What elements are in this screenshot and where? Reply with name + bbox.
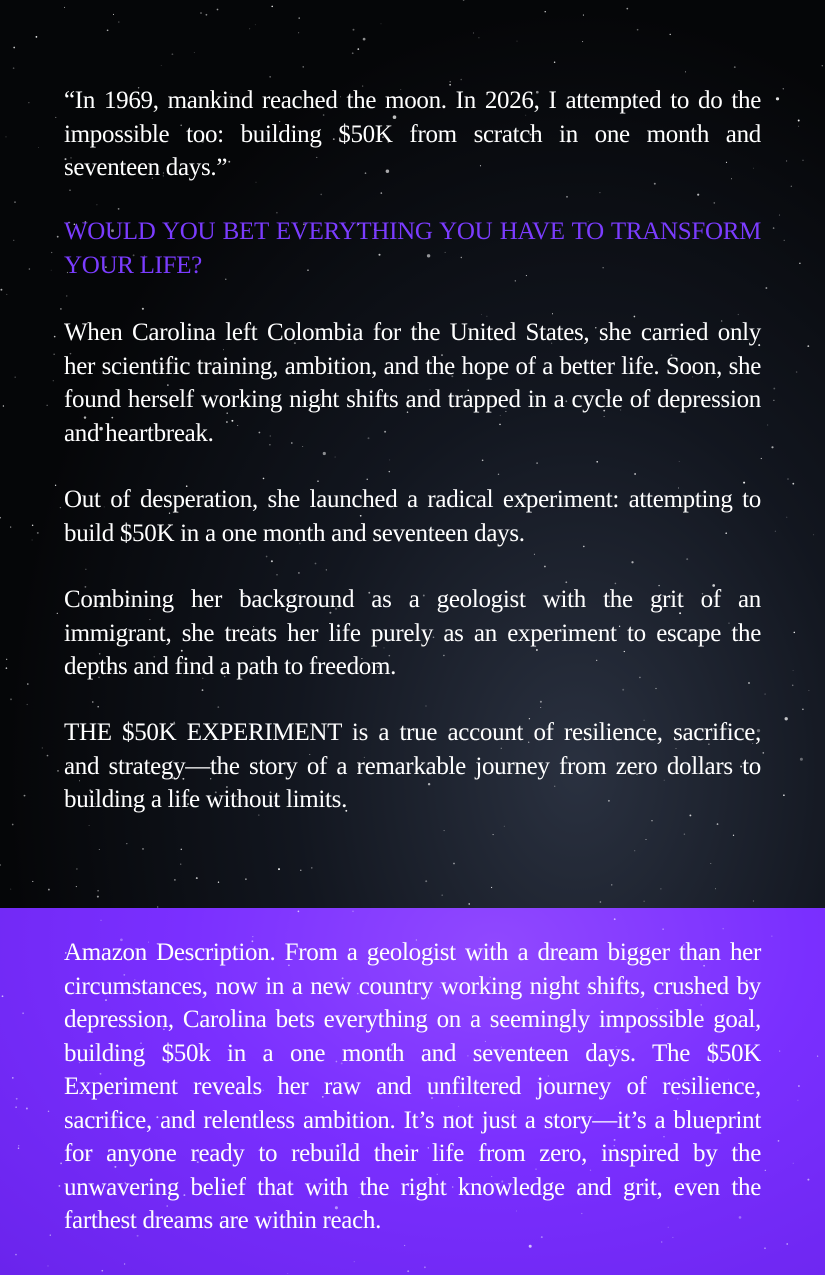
star xyxy=(425,880,427,882)
amazon-description-panel xyxy=(0,908,825,1275)
star xyxy=(97,896,99,898)
star xyxy=(643,901,644,902)
star xyxy=(97,890,99,892)
star xyxy=(12,824,14,826)
star xyxy=(798,120,800,122)
star xyxy=(600,901,602,903)
star xyxy=(491,887,492,888)
star xyxy=(18,1145,19,1146)
star xyxy=(765,287,767,289)
paragraph-summary: THE $50K EXPERIMENT is a true account of resilience, sacrifice, and strategy—the story of a remarkable journey from zero dollars to building a life without limits. xyxy=(64,719,761,813)
star xyxy=(2,995,4,997)
star xyxy=(460,79,462,81)
star xyxy=(596,461,598,463)
star xyxy=(808,690,809,691)
star xyxy=(599,192,600,193)
star xyxy=(631,561,633,563)
star xyxy=(767,425,768,426)
star xyxy=(765,1170,766,1171)
star xyxy=(311,867,312,868)
star xyxy=(540,701,542,703)
star xyxy=(797,1100,798,1101)
star xyxy=(773,400,774,401)
star xyxy=(54,336,56,338)
star xyxy=(424,1266,426,1268)
star xyxy=(218,882,219,883)
star xyxy=(13,240,14,241)
star xyxy=(101,1270,103,1272)
star xyxy=(798,126,799,127)
star xyxy=(566,196,568,198)
star xyxy=(793,1163,794,1164)
star xyxy=(126,843,127,844)
star xyxy=(679,461,680,462)
star xyxy=(764,693,765,694)
star xyxy=(303,66,304,67)
star xyxy=(792,685,794,687)
star xyxy=(544,566,546,568)
star xyxy=(660,888,661,889)
star xyxy=(10,698,12,700)
star xyxy=(764,1247,766,1249)
star xyxy=(196,877,198,879)
star xyxy=(786,517,787,518)
star xyxy=(0,289,2,291)
star xyxy=(58,1185,60,1187)
star xyxy=(6,136,7,137)
star xyxy=(713,202,715,204)
star xyxy=(441,894,443,896)
star xyxy=(28,102,29,103)
star xyxy=(194,52,195,53)
star xyxy=(357,48,359,50)
star xyxy=(55,485,56,486)
star xyxy=(784,240,785,241)
star xyxy=(320,194,322,196)
star xyxy=(76,886,77,887)
star xyxy=(611,884,612,885)
paragraph-experiment: Out of desperation, she launched a radical experiment: attempting to build $50K in a one month and seventeen days. xyxy=(64,486,761,547)
star xyxy=(791,186,792,187)
amazon-description: Amazon Description. From a geologist with a dream bigger than her circumstances, now in a new country working night shifts, crushed by depression, Carolina bets everything on a seemingly impossible goal, building $50k in a one month and seventeen days. The $50K Experiment reveals her raw and unfiltered journey of resilience, sacrifice, and relentless ambition. It’s not just a story—it’s a blueprint for anyone ready to rebuild their life from zero, inspired by the unwavering belief that with the right knowledge and grit, even the farthest dreams are within reach. xyxy=(64,939,761,1234)
star xyxy=(771,936,772,937)
star xyxy=(51,270,52,271)
star xyxy=(271,6,273,8)
star xyxy=(276,574,278,576)
star xyxy=(335,457,336,458)
star xyxy=(10,527,11,528)
star xyxy=(622,689,624,691)
star xyxy=(404,1245,405,1246)
star xyxy=(478,37,479,38)
star xyxy=(761,458,762,459)
star xyxy=(614,918,616,920)
star xyxy=(57,236,59,238)
star xyxy=(389,471,390,472)
star xyxy=(685,71,686,72)
star xyxy=(60,507,61,508)
star xyxy=(554,61,555,62)
star xyxy=(15,1106,17,1108)
star xyxy=(36,36,38,38)
star xyxy=(326,569,327,570)
star xyxy=(16,1098,18,1100)
star xyxy=(278,868,280,870)
star xyxy=(798,1085,800,1087)
star xyxy=(107,29,109,31)
star xyxy=(794,632,796,634)
star xyxy=(245,878,247,880)
star xyxy=(202,689,204,691)
star xyxy=(779,215,780,216)
star xyxy=(142,848,144,850)
star xyxy=(583,15,584,16)
star xyxy=(444,830,445,831)
star xyxy=(37,532,39,534)
star xyxy=(57,613,58,614)
star xyxy=(802,708,804,710)
star xyxy=(300,870,301,871)
star xyxy=(817,1055,818,1056)
star xyxy=(822,65,823,66)
star xyxy=(710,863,711,864)
star xyxy=(662,928,664,930)
star xyxy=(715,888,716,889)
star xyxy=(504,826,505,827)
star xyxy=(813,534,814,535)
star xyxy=(775,531,776,532)
star xyxy=(51,252,52,253)
star xyxy=(89,825,90,826)
star xyxy=(481,314,482,315)
star xyxy=(646,839,647,840)
star xyxy=(540,707,541,708)
star xyxy=(779,1051,780,1052)
star xyxy=(655,688,656,689)
star xyxy=(381,192,383,194)
star xyxy=(29,268,31,270)
star xyxy=(60,1163,62,1165)
star xyxy=(66,295,67,296)
star xyxy=(468,903,469,904)
star xyxy=(651,820,652,821)
star xyxy=(181,849,182,850)
star xyxy=(352,911,354,913)
star xyxy=(26,1108,28,1110)
star xyxy=(270,76,271,77)
star xyxy=(266,556,268,558)
star xyxy=(298,17,299,18)
star xyxy=(118,208,120,210)
star xyxy=(762,752,764,754)
star xyxy=(27,683,29,685)
star xyxy=(38,147,39,148)
star xyxy=(786,1243,788,1245)
star xyxy=(15,1254,17,1256)
star xyxy=(463,0,465,1)
star xyxy=(800,758,803,761)
star xyxy=(85,569,86,570)
star xyxy=(802,160,803,161)
star xyxy=(255,24,256,25)
star xyxy=(796,371,798,373)
star xyxy=(97,706,99,708)
star xyxy=(42,747,43,748)
star xyxy=(449,81,450,82)
star xyxy=(69,190,70,191)
star xyxy=(482,459,484,461)
star xyxy=(172,53,174,55)
star xyxy=(367,479,368,480)
opening-quote: “In 1969, mankind reached the moon. In 2026, I attempted to do the impossible too: building $50K from scratch in one month and seventeen days.” xyxy=(64,87,761,181)
star xyxy=(793,670,794,671)
star xyxy=(786,160,787,161)
star xyxy=(670,34,671,35)
star xyxy=(12,1077,14,1079)
star xyxy=(407,1270,409,1272)
star xyxy=(545,11,546,12)
star xyxy=(200,12,202,14)
star xyxy=(27,704,28,705)
star xyxy=(6,667,8,669)
star xyxy=(352,52,354,54)
star xyxy=(50,1234,51,1235)
star xyxy=(206,14,208,16)
star xyxy=(778,1140,780,1142)
star xyxy=(53,380,54,381)
star xyxy=(517,41,518,42)
star xyxy=(47,405,48,406)
star xyxy=(32,525,33,526)
star xyxy=(473,33,474,34)
star xyxy=(287,1273,288,1274)
star xyxy=(363,38,366,41)
star xyxy=(315,563,317,565)
star xyxy=(453,863,455,865)
star xyxy=(776,97,779,100)
star xyxy=(353,29,355,31)
star xyxy=(13,47,15,49)
star xyxy=(76,868,77,869)
star xyxy=(99,849,100,850)
star xyxy=(661,1241,662,1242)
star xyxy=(55,117,56,118)
star xyxy=(10,889,11,890)
star xyxy=(6,294,7,295)
star xyxy=(722,928,724,930)
star xyxy=(807,1179,809,1181)
star xyxy=(807,345,809,347)
star xyxy=(124,1263,125,1264)
star xyxy=(47,755,49,757)
star xyxy=(276,212,278,214)
star xyxy=(298,911,300,913)
star xyxy=(92,701,93,702)
star xyxy=(18,1147,19,1148)
star xyxy=(32,540,33,541)
star xyxy=(0,517,1,519)
star xyxy=(113,14,114,15)
star xyxy=(60,308,62,310)
star xyxy=(785,717,788,720)
star xyxy=(783,794,785,796)
star xyxy=(161,65,162,66)
star xyxy=(298,32,299,33)
star xyxy=(783,88,784,89)
star xyxy=(498,474,499,475)
star xyxy=(96,204,97,205)
star xyxy=(118,21,120,23)
star xyxy=(684,833,685,834)
star xyxy=(792,483,794,485)
paragraph-geologist: Combining her background as a geologist with the grit of an immigrant, she treats her life purely as an experiment to escape the depths and find a path to freedom. xyxy=(64,586,761,680)
star xyxy=(48,889,50,891)
star xyxy=(0,865,1,866)
star xyxy=(686,558,688,560)
star xyxy=(174,879,176,881)
star xyxy=(249,28,250,29)
star xyxy=(217,706,219,708)
star xyxy=(32,881,33,882)
star xyxy=(14,376,15,377)
star xyxy=(634,850,635,851)
star xyxy=(263,478,265,480)
star xyxy=(734,66,736,68)
star xyxy=(771,446,773,448)
star xyxy=(6,659,7,660)
star xyxy=(536,462,538,464)
star xyxy=(180,864,181,865)
star xyxy=(717,823,719,825)
star xyxy=(626,8,628,10)
star xyxy=(425,705,426,706)
star xyxy=(317,480,319,482)
star xyxy=(799,263,800,264)
headline: WOULD YOU BET EVERYTHING YOU HAVE TO TRANSFORM YOUR LIFE? xyxy=(64,218,761,279)
star xyxy=(24,795,26,797)
star xyxy=(529,1245,532,1248)
star xyxy=(738,314,739,315)
star xyxy=(354,1261,355,1262)
star xyxy=(753,900,754,901)
star xyxy=(3,405,4,406)
star xyxy=(298,572,300,574)
star xyxy=(787,478,789,480)
star xyxy=(552,313,553,314)
star xyxy=(733,835,734,836)
star xyxy=(493,834,494,835)
star xyxy=(381,23,382,24)
star xyxy=(389,459,390,460)
paragraph-arrival: When Carolina left Colombia for the United States, she carried only her scientific training, ambition, and the hope of a better life. Soon, she found herself working night shifts and trapped in a cycle of depression and heartbreak. xyxy=(64,319,761,447)
star xyxy=(534,554,535,555)
star xyxy=(217,9,219,11)
star xyxy=(13,67,15,69)
star xyxy=(323,452,326,455)
star xyxy=(54,354,55,355)
star xyxy=(582,41,583,42)
star xyxy=(634,473,636,475)
star xyxy=(48,1111,49,1112)
star xyxy=(47,1265,48,1266)
star xyxy=(57,770,58,771)
star xyxy=(142,308,144,310)
star xyxy=(100,920,101,921)
star xyxy=(22,1012,24,1014)
star xyxy=(637,29,639,31)
star xyxy=(271,560,273,562)
star xyxy=(773,227,775,229)
star xyxy=(64,7,65,8)
star xyxy=(773,388,775,390)
star xyxy=(697,194,699,196)
star xyxy=(14,201,16,203)
